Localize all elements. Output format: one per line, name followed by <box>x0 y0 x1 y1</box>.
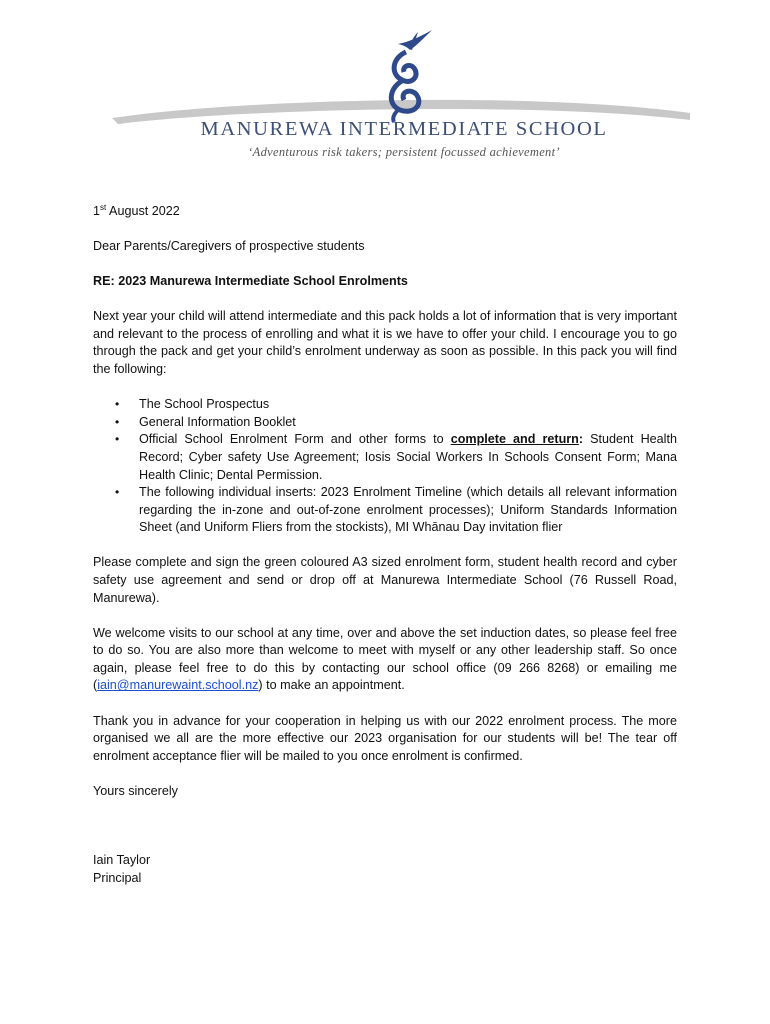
letter-date <box>93 203 677 221</box>
thanks-paragraph: Thank you in advance for your cooperation in helping us with our 2022 enrolment process. The more organised we all are the more effective our 2023 organisation for our students will be! The tear off enrolment acceptance flier will be mailed to you once enrolment is confirmed. <box>93 713 677 763</box>
list-item-text: General Information Booklet <box>139 414 296 429</box>
list-item-colon: : <box>578 432 584 447</box>
signatory-name: Iain Taylor <box>93 853 151 868</box>
list-item <box>93 431 677 484</box>
closing: Yours sincerely <box>93 783 178 798</box>
letterhead <box>0 0 770 175</box>
signature-space <box>93 800 677 852</box>
visits-text-after: ) to make an appointment. <box>258 678 405 693</box>
email-link[interactable]: iain@manurewaint.school.nz <box>97 678 259 693</box>
list-item-text-after: Student Health Record; Cyber safety Use Agreement; Iosis Social Workers In Schools Consent Form; Mana Health Clinic; Dental Permission. <box>139 432 677 482</box>
salutation: Dear Parents/Caregivers of prospective students <box>93 239 365 254</box>
date-suffix: st <box>100 202 107 212</box>
list-item-emphasis: complete and return <box>450 432 579 447</box>
visits-text: We welcome visits to our school at any time, over and above the set induction dates, so please feel free to do so. You are also more than welcome to meet with myself or any other leadership staff. So once again, please feel free to do this by contacting our school office (09 266 8268) or emailing me ( <box>93 625 677 693</box>
letter-body <box>93 203 677 888</box>
koru-emblem-icon <box>391 52 419 122</box>
signatory-title: Principal <box>93 871 142 886</box>
list-item <box>93 396 677 414</box>
list-item <box>93 414 677 432</box>
school-motto: ‘Adventurous risk takers; persistent focussed achievement’ <box>248 145 560 159</box>
list-item-text: Official School Enrolment Form and other forms to <box>139 432 451 447</box>
bullet-icon: • <box>115 432 120 447</box>
school-name: MANUREWA INTERMEDIATE SCHOOL <box>200 118 608 140</box>
visits-paragraph <box>93 625 677 695</box>
subject-line: RE: 2023 Manurewa Intermediate School Enrolments <box>93 274 408 289</box>
list-item-text: The School Prospectus <box>139 397 270 412</box>
intro-paragraph: Next year your child will attend intermediate and this pack holds a lot of information that is very important and relevant to the process of enrolling and what it is we have to offer your child. I encourage you to go through the pack and get your child’s enrolment underway as soon as possible. In this pack you will find the following: <box>93 309 677 377</box>
list-item-text: The following individual inserts: 2023 Enrolment Timeline (which details all relevant information regarding the in-zone and out-of-zone enrolment processes); Uniform Standards Information Sheet (and Uniform Fliers from the stockists), MI Whānau Day invitation flier <box>139 485 677 535</box>
pack-contents-list <box>93 396 677 537</box>
list-item <box>93 484 677 537</box>
bullet-icon: • <box>115 485 120 500</box>
enrolment-form-paragraph: Please complete and sign the green coloured A3 sized enrolment form, student health record and cyber safety use agreement and send or drop off at Manurewa Intermediate School (76 Russell Road, Manurewa). <box>93 555 677 605</box>
date-day: 1 <box>93 204 101 218</box>
bullet-icon: • <box>115 397 120 412</box>
bullet-icon: • <box>115 414 120 429</box>
date-month-year: August 2022 <box>106 204 180 218</box>
